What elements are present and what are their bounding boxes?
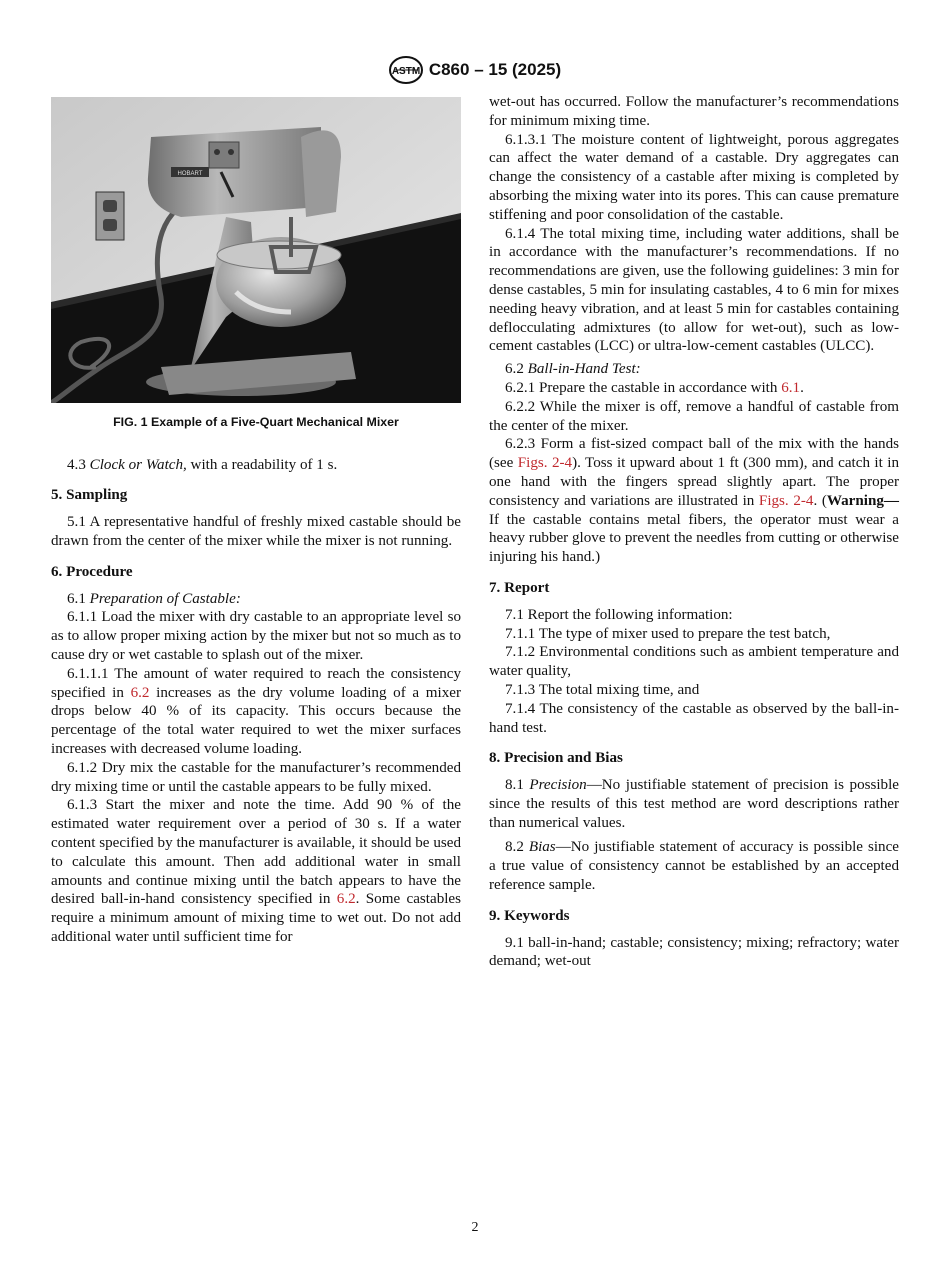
astm-logo-icon — [389, 56, 423, 84]
section-9-heading: 9. Keywords — [489, 907, 570, 924]
figure-caption: FIG. 1 Example of a Five-Quart Mechanical Mixer — [113, 414, 399, 429]
section-6-1: 6.1 Preparation of Castable: — [67, 590, 241, 607]
ref-link-figs-2-4[interactable]: Figs. 2-4 — [758, 492, 814, 509]
section-7-1-3: 7.1.3 The total mixing time, and — [505, 681, 700, 698]
continued-text: wet-out has occurred. Follow the manufacturer’s recommendations for minimum mixing time. — [489, 94, 899, 129]
section-5-heading: 5. Sampling — [51, 487, 128, 504]
astm-logo-text: ASTM — [391, 66, 420, 77]
page-number: 2 — [471, 1220, 479, 1235]
mixer-brand-label: HOBART — [177, 171, 203, 177]
section-4-3: 4.3 Clock or Watch, with a readability of 1 s. — [67, 456, 338, 473]
section-8-2: 8.2 Bias—No justifiable statement of accuracy is possible since a true value of consistency cannot be established by an accepted reference sample. — [489, 839, 899, 894]
section-8-heading: 8. Precision and Bias — [489, 750, 623, 767]
section-7-heading: 7. Report — [489, 579, 550, 596]
section-5-1: 5.1 A representative handful of freshly mixed castable should be drawn from the center of the mixer while the mixer is not running. — [51, 514, 461, 549]
section-7-1-4: 7.1.4 The consistency of the castable as observed by the ball-in-hand test. — [489, 700, 899, 736]
section-8-1: 8.1 Precision—No justifiable statement of precision is possible since the results of this test method are word descriptions rather than numerical values. — [489, 777, 899, 831]
standard-designation: C860 – 15 (2025) — [428, 60, 562, 79]
right-column — [489, 93, 899, 971]
section-6-2: 6.2 Ball-in-Hand Test: — [505, 361, 641, 378]
section-7-1-1: 7.1.1 The type of mixer used to prepare the test batch, — [505, 625, 831, 642]
section-6-1-3-1: 6.1.3.1 The moisture content of lightweight, porous aggregates can affect the water demand of a castable. Dry aggregates can change the consistency of a castable after mixing is completed by absorbing the mixing water into its pores. This can cause premature stiffening and poor consolidation of the castable. — [489, 131, 899, 223]
section-6-1-1: 6.1.1 Load the mixer with dry castable to an appropriate level so as to allow proper mixing action by the mixer but not so much as to cause dry or wet castable to splash out of the mixer. — [51, 609, 461, 663]
section-6-1-2: 6.1.2 Dry mix the castable for the manufacturer’s recommended dry mixing time or until the castable appears to be fully mixed. — [51, 759, 461, 795]
section-6-2-3: 6.2.3 Form a fist-sized compact ball of the mix with the hands (see Figs. 2-4). Toss it upward about 1 ft (300 mm), and catch it in one hand with the fingers spread slightly apart. The proper consistency and variations are illustrated in Figs. 2-4. (Warning—If the castable contains metal fibers, the operator must wear a heavy rubber glove to prevent the needles from cutting or otherwise injuring his hand.) — [489, 436, 899, 566]
left-column — [51, 93, 461, 947]
ref-link-figs-2-4[interactable]: Figs. 2-4 — [517, 455, 573, 472]
section-6-2-1: 6.2.1 Prepare the castable in accordance with 6.1. — [505, 379, 804, 396]
section-6-1-3: 6.1.3 Start the mixer and note the time. Add 90 % of the estimated water requirement over a period of 30 s. If a water content specified by the manufacturer is available, it should be used to calculate this amount. Then add additional water in small amounts and continue mixing until the batch appears to have the desired ball-in-hand consistency specified in 6.2. Some castables require a minimum amount of mixing time to wet out. Do not add additional water until sufficient time for — [51, 797, 462, 945]
section-6-2-2: 6.2.2 While the mixer is off, remove a handful of castable from the center of the mixer. — [489, 398, 899, 434]
section-6-heading: 6. Procedure — [51, 563, 133, 580]
page-header — [0, 56, 950, 84]
ref-link-6-2[interactable]: 6.2 — [336, 891, 356, 908]
ref-link-6-2[interactable]: 6.2 — [130, 684, 150, 701]
section-7-1-2: 7.1.2 Environmental conditions such as ambient temperature and water quality, — [489, 644, 899, 680]
section-6-1-1-1: 6.1.1.1 The amount of water required to reach the consistency specified in 6.2 increases as the dry volume loading of a mixer drops below 40 % of its capacity. This occurs because the percentage of the total water required to wet the mixer surfaces increases with decreased volume loading. — [51, 665, 461, 757]
section-7-1: 7.1 Report the following information: — [505, 606, 733, 623]
section-6-1-4: 6.1.4 The total mixing time, including water additions, shall be in accordance with the manufacturer’s recommendations. If no recommendations are given, use the following guidelines: 3 min for dense castables, 5 min for insulating castables, 4 to 6 min for mixes needing heavy vibration, and at least 5 min for castables containing deflocculating admixtures (to allow for wet-out), such as low-cement castables (LCC) or ultra-low-cement castables (ULCC). — [489, 225, 899, 355]
mixer-photo — [51, 97, 461, 403]
section-9-1: 9.1 ball-in-hand; castable; consistency; mixing; refractory; water demand; wet-out — [489, 934, 899, 970]
ref-link-6-1[interactable]: 6.1 — [781, 379, 801, 396]
